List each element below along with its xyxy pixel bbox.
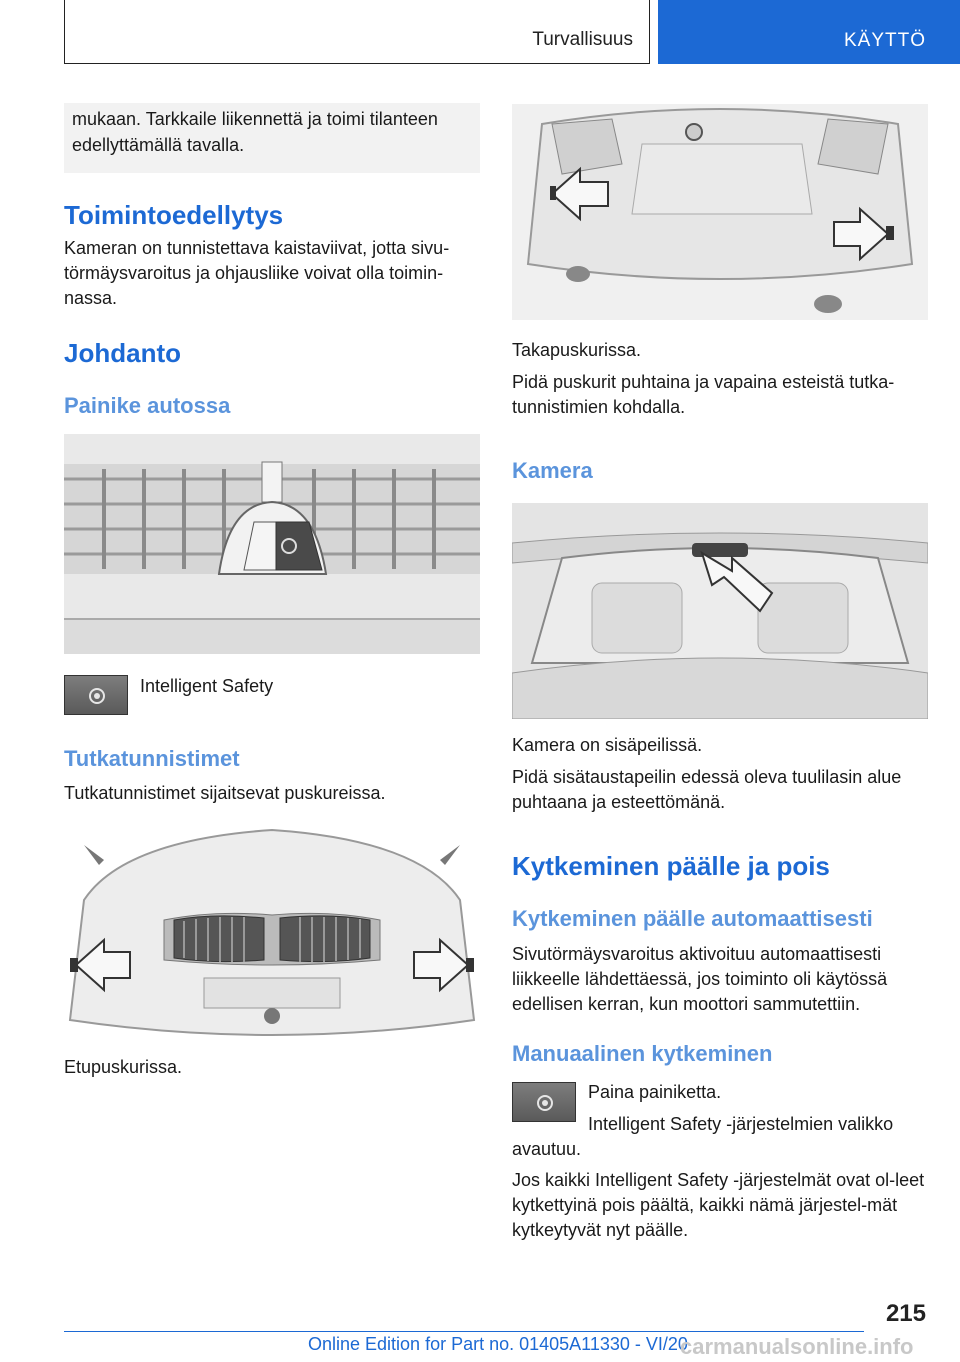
- text-camera: Pidä sisätaustapeilin edessä oleva tuulilasin alue puhtaana ja esteettömänä.: [512, 767, 902, 812]
- front-bumper-image: [64, 820, 480, 1042]
- text-menu-opens: Intelligent Safety -järjestelmien valikko avautuu.: [512, 1114, 894, 1159]
- header-tab-label: KÄYTTÖ: [844, 30, 927, 51]
- note-box: mukaan. Tarkkaile liikennettä ja toimi tilanteen edellyttämällä tavalla.: [64, 103, 480, 173]
- text-automaattisesti: Sivutörmäysvaroitus aktivoituu automaattisesti liikkeelle lähdettäessä, jos toiminto oli käytössä edellisen kerran, kun moottori sammutettiin.: [512, 944, 888, 1014]
- footer-line: [64, 1331, 864, 1332]
- page-number: 215: [885, 1300, 926, 1327]
- caption-front-bumper: Etupuskurissa.: [64, 1057, 183, 1077]
- heading-manuaalinen: Manuaalinen kytkeminen: [512, 1041, 773, 1066]
- caption-camera: Kamera on sisäpeilissä.: [512, 735, 703, 755]
- caption-rear-bumper: Takapuskurissa.: [512, 340, 642, 360]
- header-section: Turvallisuus: [532, 29, 633, 50]
- heading-johdanto: Johdanto: [64, 338, 181, 368]
- heading-tutkatunnistimet: Tutkatunnistimet: [64, 746, 240, 771]
- watermark: carmanualsonline.info: [680, 1334, 914, 1359]
- header-tab: [658, 0, 960, 64]
- caption-intelligent-safety: Intelligent Safety: [140, 676, 274, 696]
- heading-painike-autossa: Painike autossa: [64, 393, 231, 418]
- text-press-button: Paina painiketta.: [588, 1082, 722, 1102]
- text-rear-bumper: Pidä puskurit puhtaina ja vapaina esteistä tutka-tunnistimien kohdalla.: [512, 372, 895, 417]
- rear-bumper-image: [512, 104, 928, 320]
- text-toimintoedellytys: Kameran on tunnistettava kaistaviivat, jotta sivu-törmäysvaroitus ja ohjausliike voivat olla toimin-nassa.: [64, 238, 450, 308]
- intelligent-safety-button-icon: [64, 675, 128, 715]
- text-all-systems: Jos kaikki Intelligent Safety -järjestelmät ovat ol-leet kytkettyinä pois päältä, kaikki nämä järjestel-mät kytkeytyvät nyt päälle.: [512, 1170, 925, 1240]
- header-box: [64, 0, 650, 64]
- footer-edition: Online Edition for Part no. 01405A11330 - VI/20: [308, 1334, 688, 1354]
- heading-kamera: Kamera: [512, 458, 593, 483]
- heading-kytkeminen: Kytkeminen päälle ja pois: [512, 851, 830, 881]
- grille-button-image: [64, 434, 480, 654]
- heading-toimintoedellytys: Toimintoedellytys: [64, 200, 284, 230]
- heading-automaattisesti: Kytkeminen päälle automaattisesti: [512, 906, 873, 931]
- text-tutkatunnistimet: Tutkatunnistimet sijaitsevat puskureissa.: [64, 783, 386, 803]
- windshield-camera-image: [512, 503, 928, 719]
